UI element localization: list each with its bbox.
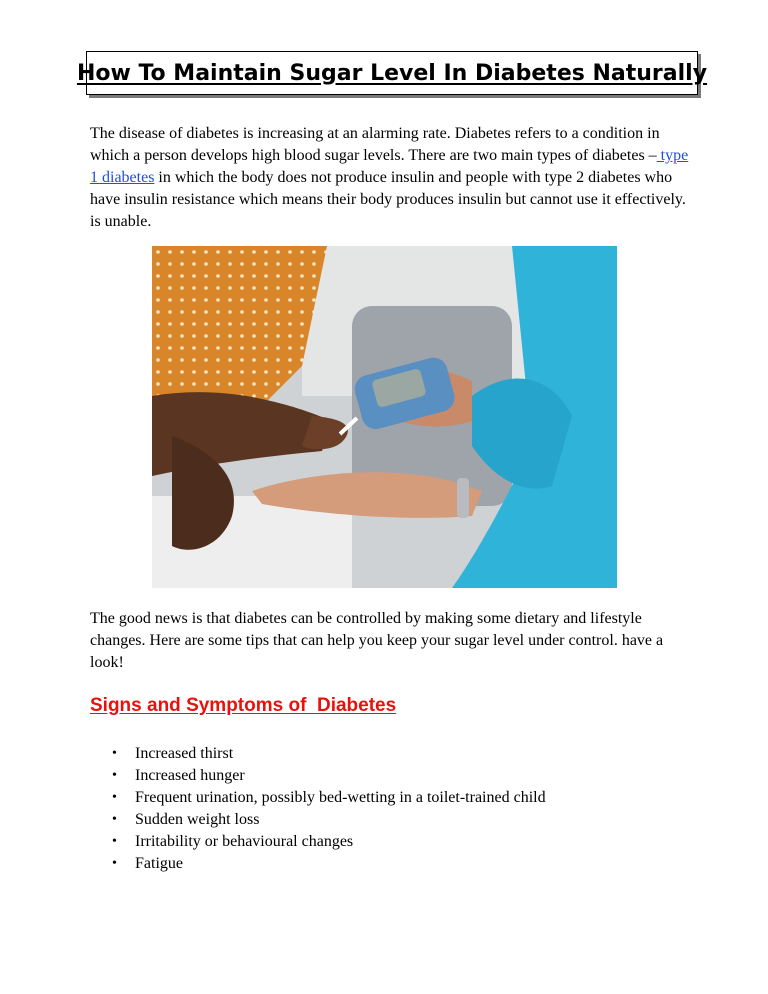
symptom-text: Sudden weight loss	[135, 811, 260, 828]
title-box	[76, 51, 708, 95]
bullet-icon: •	[112, 812, 117, 827]
symptom-text: Increased hunger	[135, 767, 245, 784]
section-heading: Signs and Symptoms of Diabetes	[90, 695, 397, 716]
type-1-diabetes-link[interactable]: type 1 diabetes	[90, 147, 689, 186]
page-title: How To Maintain Sugar Level In Diabetes Naturally	[76, 60, 708, 86]
list-item	[90, 853, 690, 875]
intro-text-start: The disease of diabetes is increasing at an alarming rate. Diabetes refers to a condition in which a person develops high blood sugar levels. There are two main types of diabetes –	[90, 125, 660, 164]
list-item	[90, 809, 690, 831]
list-item	[90, 787, 690, 809]
intro-paragraph	[90, 123, 690, 233]
bullet-icon: •	[112, 746, 117, 761]
bullet-icon: •	[112, 768, 117, 783]
symptom-text: Increased thirst	[135, 745, 234, 762]
list-item	[90, 831, 690, 853]
glucose-test-photo	[152, 246, 617, 588]
list-item	[90, 743, 690, 765]
symptom-text: Fatigue	[135, 855, 183, 872]
good-news-paragraph: The good news is that diabetes can be controlled by making some dietary and lifestyle changes. Here are some tips that can help you keep your sugar level under control. have a look!	[90, 610, 664, 671]
symptom-text: Irritability or behavioural changes	[135, 833, 354, 850]
symptom-text: Frequent urination, possibly bed-wetting in a toilet-trained child	[135, 789, 546, 806]
bullet-icon: •	[112, 790, 117, 805]
symptoms-list	[90, 743, 690, 875]
bullet-icon: •	[112, 834, 117, 849]
intro-text-end: in which the body does not produce insulin and people with type 2 diabetes who have insulin resistance which means their body produces insulin but cannot use it effectively. is unable.	[90, 169, 686, 230]
bullet-icon: •	[112, 856, 117, 871]
list-item	[90, 765, 690, 787]
